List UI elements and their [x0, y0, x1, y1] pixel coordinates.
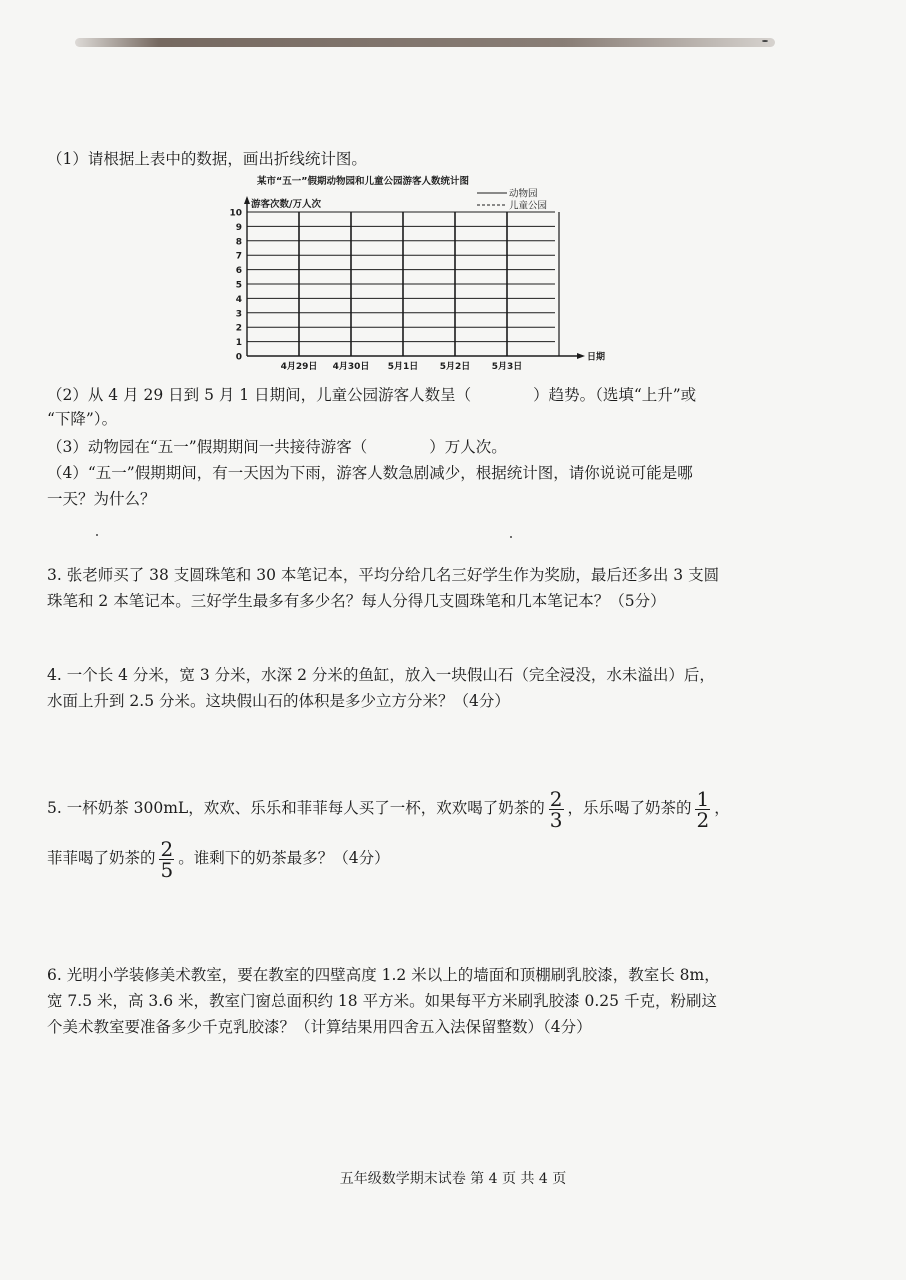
x-axis-label: 日期 — [587, 352, 606, 363]
y-axis-label: 游客次数/万人次 — [251, 199, 321, 210]
question-4-line-1: 4. 一个长 4 分米，宽 3 分米，水深 2 分米的鱼缸，放入一块假山石（完全浸没，水未溢出）后， — [47, 666, 715, 684]
fraction-denominator: 5 — [160, 857, 174, 882]
fraction-denominator: 2 — [696, 807, 710, 832]
question-3-line-2: 珠笔和 2 本笔记本。三好学生最多有多少名？每人分得几支圆珠笔和几本笔记本？（5分） — [47, 592, 666, 610]
fraction-numerator: 2 — [549, 786, 563, 811]
fraction-two-fifths — [159, 836, 176, 882]
legend-label-1: 儿童公园 — [509, 200, 548, 212]
x-tick-label-2: 5月1日 — [387, 362, 419, 372]
y-tick-label-9: 9 — [235, 222, 242, 233]
question-6-line-3: 个美术教室要准备多少千克乳胶漆？（计算结果用四舍五入法保留整数）（4分） — [47, 1018, 592, 1036]
x-axis-arrow — [577, 353, 585, 359]
y-tick-label-3: 3 — [235, 309, 242, 320]
question-2-part-2-line-2: “下降”）。 — [47, 410, 118, 428]
question-5-text-1: 5. 一杯奶茶 300mL，欢欢、乐乐和菲菲每人买了一杯，欢欢喝了奶茶的 — [47, 799, 545, 817]
question-5-line-2 — [47, 838, 867, 880]
question-5-text-2: ，乐乐喝了奶茶的 — [567, 799, 692, 817]
y-tick-label-4: 4 — [235, 294, 242, 305]
fraction-numerator: 1 — [696, 786, 710, 811]
question-3-line-1: 3. 张老师买了 38 支圆珠笔和 30 本笔记本，平均分给几名三好学生作为奖励，最后还多出 3 支圆 — [47, 566, 720, 584]
y-tick-label-6: 6 — [235, 266, 242, 277]
chart-title: 某市“五一”假期动物园和儿童公园游客人数统计图 — [257, 176, 469, 187]
question-6-line-2: 宽 7.5 米，高 3.6 米，教室门窗总面积约 18 平方米。如果每平方米刷乳胶漆 0.25 千克，粉刷这 — [47, 992, 717, 1010]
question-2-part-2-line-1: （2）从 4 月 29 日到 5 月 1 日期间，儿童公园游客人数呈（ ）趋势。（选填“上升”或 — [47, 386, 697, 404]
fraction-two-thirds — [548, 786, 565, 832]
x-tick-label-3: 5月2日 — [439, 362, 471, 372]
question-5-line-1 — [47, 788, 867, 830]
y-tick-label-2: 2 — [235, 323, 242, 334]
x-tick-label-4: 5月3日 — [491, 362, 523, 372]
question-2-part-4-line-1: （4）“五一”假期期间，有一天因为下雨，游客人数急剧减少，根据统计图，请你说说可能是哪 — [47, 464, 693, 482]
y-tick-label-1: 1 — [235, 338, 242, 349]
scan-edge-shadow — [75, 38, 775, 47]
question-5-text-4: 菲菲喝了奶茶的 — [47, 849, 156, 867]
question-6-line-1: 6. 光明小学装修美术教室，要在教室的四壁高度 1.2 米以上的墙面和顶棚刷乳胶漆，教室长 8m， — [47, 966, 720, 984]
scan-speck — [96, 534, 98, 536]
y-tick-label-7: 7 — [235, 251, 242, 262]
scan-speck — [762, 40, 768, 42]
y-tick-label-5: 5 — [235, 280, 242, 291]
y-tick-label-10: 10 — [229, 208, 242, 219]
fraction-denominator: 3 — [549, 807, 563, 832]
y-tick-label-0: 0 — [235, 352, 242, 363]
y-tick-label-8: 8 — [235, 237, 242, 248]
x-tick-label-0: 4月29日 — [280, 362, 318, 372]
question-5-text-3: ， — [714, 799, 730, 817]
page-footer: 五年级数学期末试卷 第 4 页 共 4 页 — [339, 1171, 567, 1187]
scan-speck — [510, 536, 512, 538]
y-axis-arrow — [244, 196, 250, 204]
x-tick-label-1: 4月30日 — [332, 362, 370, 372]
question-4-line-2: 水面上升到 2.5 分米。这块假山石的体积是多少立方分米？（4分） — [47, 692, 510, 710]
question-5-text-5: 。谁剩下的奶茶最多？（4分） — [178, 849, 390, 867]
question-2-part-1: （1）请根据上表中的数据，画出折线统计图。 — [47, 150, 367, 168]
fraction-numerator: 2 — [160, 836, 174, 861]
question-2-part-4-line-2: 一天？为什么？ — [47, 490, 156, 508]
question-2-part-3: （3）动物园在“五一”假期期间一共接待游客（ ）万人次。 — [47, 438, 507, 456]
line-chart-grid — [225, 172, 625, 372]
legend-label-0: 动物园 — [509, 188, 538, 200]
fraction-one-half — [694, 786, 711, 832]
